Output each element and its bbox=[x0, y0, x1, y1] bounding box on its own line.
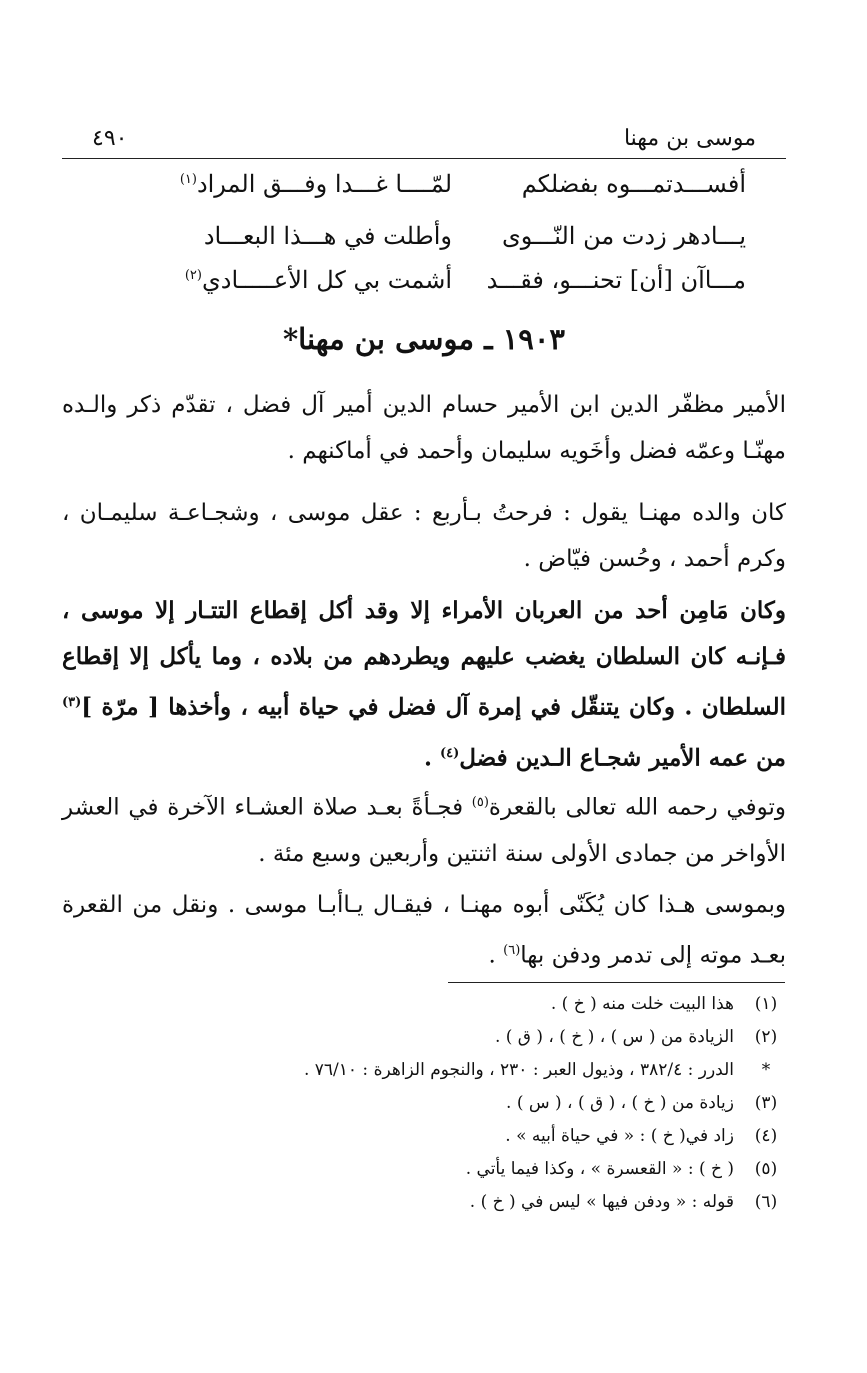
verse-first-hemistich: مـــاآن [أن] تحنـــو، فقـــد bbox=[486, 266, 746, 294]
running-header bbox=[62, 120, 786, 159]
footnote-item bbox=[62, 988, 786, 1021]
verse-second-hemistich: أشمت بي كل الأعـــــادي$^{(٢)}$ bbox=[184, 266, 452, 294]
footnote-mark: (٥) bbox=[754, 1159, 778, 1179]
footnote-text: زيادة من ( خ ) ، ( ق ) ، ( س ) . bbox=[506, 1093, 734, 1113]
footnote-item bbox=[62, 1120, 786, 1153]
paragraph-iqta: وكان مَامِن أحد من العربان الأمراء إلا وقد أكل إقطاع التتـار إلا موسى ، فـإنـه كان السلطان يغضب عليهم ويطردهم من بلاده ، وما يأكل إلا إقطاع السلطان . وكان يتنقّل في إمرة آل فضل في حياة أبيه ، وأخذها [ مرّة ]$^{(٣)}$ من عمه الأمير شجـاع الـدين فضل$^{(٤)}$ . bbox=[62, 597, 786, 772]
footnote-text: قوله : « ودفن فيها » ليس في ( خ ) . bbox=[469, 1192, 734, 1212]
paragraph-death: وتوفي رحمه الله تعالى بالقعرة$^{(٥)}$ فجـأةً بعـد صلاة العشـاء الآخرة في العشر الأواخر من جمادى الأولى سنة اثنتين وأربعين وسبع مئة . bbox=[62, 794, 786, 867]
verse-line bbox=[62, 222, 786, 268]
footnote-ref: (١) bbox=[179, 172, 197, 187]
footnote-item bbox=[62, 1021, 786, 1054]
footnote-text: زاد في( خ ) : « في حياة أبيه » . bbox=[505, 1126, 734, 1146]
footnote-ref: (٥) bbox=[471, 795, 489, 810]
footnote-ref: (٣) bbox=[62, 695, 82, 710]
footnote-mark: (٣) bbox=[754, 1093, 778, 1113]
verse-line bbox=[62, 170, 786, 216]
verse-first-hemistich: أفســـدتمـــوه بفضلكم bbox=[521, 170, 746, 198]
footnote-text: هذا البيت خلت منه ( خ ) . bbox=[550, 994, 734, 1014]
footnote-mark: (٤) bbox=[754, 1126, 778, 1146]
page-number: ٤٩٠ bbox=[92, 126, 128, 151]
verse-first-hemistich: يـــادهر زدت من النّـــوى bbox=[501, 222, 746, 250]
footnote-item bbox=[62, 1054, 786, 1087]
verse-line bbox=[62, 266, 786, 312]
footnotes bbox=[62, 988, 786, 1219]
footnote-item bbox=[62, 1153, 786, 1186]
footnote-mark: (٢) bbox=[754, 1027, 778, 1047]
footnote-divider bbox=[448, 982, 785, 983]
verse-second-hemistich: لمّــــا غـــدا وفـــق المراد$^{(١)}$ bbox=[179, 170, 452, 198]
footnote-item bbox=[62, 1087, 786, 1120]
running-title: موسى بن مهنا bbox=[623, 126, 756, 151]
footnote-text: الزيادة من ( س ) ، ( خ ) ، ( ق ) . bbox=[494, 1027, 734, 1047]
paragraph-lineage: الأمير مظفّر الدين ابن الأمير حسام الدين أمير آل فضل ، تقدّم ذكر والـده مهنّـا وعمّه فضل وأخَويه سليمان وأحمد في أماكنهم . bbox=[62, 392, 786, 464]
footnote-text: ( خ ) : « القعسرة » ، وكذا فيما يأتي . bbox=[465, 1159, 734, 1179]
footnote-ref: (٢) bbox=[184, 268, 202, 283]
footnote-item bbox=[62, 1186, 786, 1219]
paragraph-burial: وبموسى هـذا كان يُكَنّى أبوه مهنـا ، فيقـال يـاأبـا موسى . ونقل من القعرة بعـد موته إلى تدمر ودفن بها$^{(٦)}$ . bbox=[62, 892, 786, 969]
footnote-ref: (٦) bbox=[503, 943, 521, 958]
biography-title: ١٩٠٣ ـ موسى بن مهنا* bbox=[283, 322, 565, 356]
paragraph-father-saying: كان والده مهنـا يقول : فرحتُ بـأربع : عقل موسى ، وشجـاعـة سليمـان ، وكرم أحمد ، وحُسن فيّاض . bbox=[62, 500, 786, 572]
footnote-ref: (٤) bbox=[439, 745, 460, 761]
verse-second-hemistich: وأطلت في هـــذا البعـــاد bbox=[203, 222, 452, 250]
footnote-mark: * bbox=[761, 1060, 771, 1080]
footnote-text: الدرر : ٣٨٢/٤ ، وذيول العبر : ٢٣٠ ، والنجوم الزاهرة : ٧٦/١٠ . bbox=[303, 1060, 734, 1080]
footnote-mark: (١) bbox=[754, 994, 778, 1014]
footnote-mark: (٦) bbox=[754, 1192, 778, 1212]
